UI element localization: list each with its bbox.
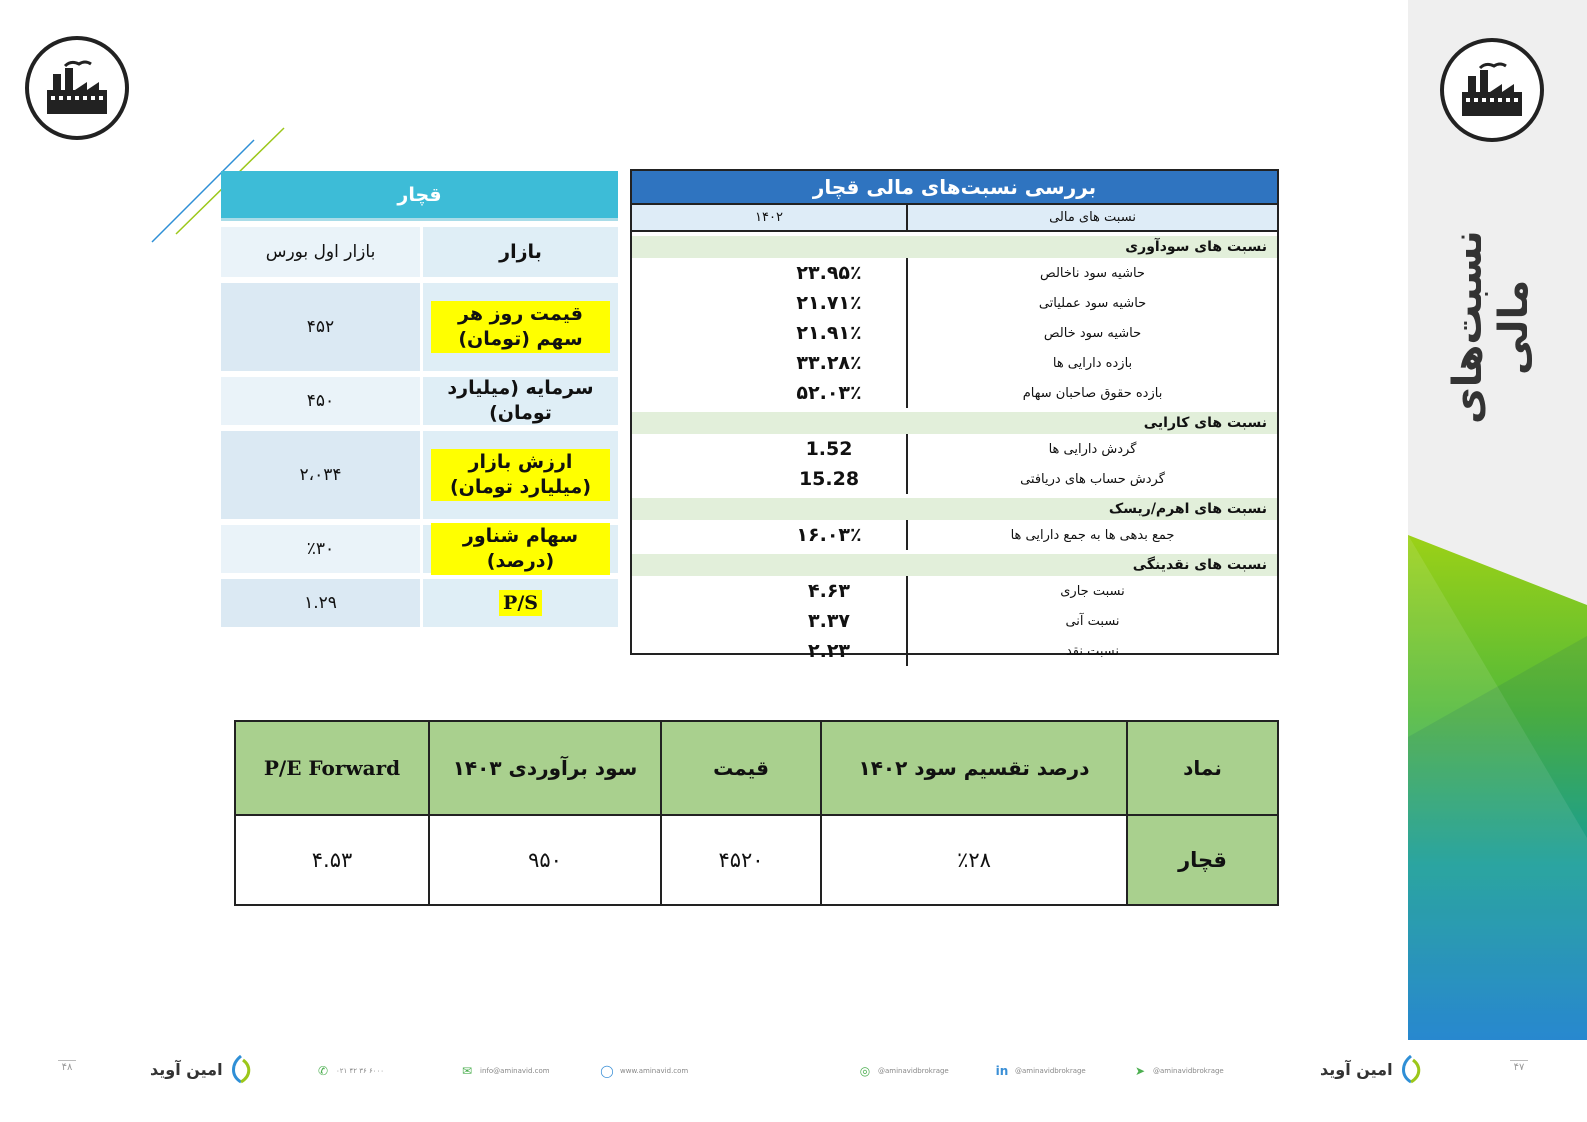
ratio-row: [632, 378, 1277, 408]
header-dividend: درصد تقسیم سود ۱۴۰۲: [821, 721, 1127, 815]
row-value: ۴۵۰: [221, 377, 420, 425]
row-value: ۱.۲۹: [221, 579, 420, 627]
linkedin-icon: in: [995, 1064, 1009, 1078]
cell-estimated-profit: ۹۵۰: [429, 815, 661, 905]
brand-mark-icon: [1399, 1054, 1423, 1084]
ratio-value: 15.28: [798, 468, 860, 490]
cell-symbol: قچار: [1127, 815, 1278, 905]
cell-price: ۴۵۲۰: [661, 815, 821, 905]
table-row: [221, 519, 618, 573]
brand-logo-right: [1320, 1054, 1423, 1084]
mail-icon: ✉: [461, 1064, 473, 1078]
header-price: قیمت: [661, 721, 821, 815]
footer-phone[interactable]: ✆ ۰۲۱ ۴۲ ۳۶ ۶۰۰۰: [317, 1064, 385, 1078]
footer-email[interactable]: ✉ info@aminavid.com: [461, 1064, 550, 1078]
forward-pe-table: [234, 720, 1279, 906]
header-estimated-profit: سود برآوردی ۱۴۰۳: [429, 721, 661, 815]
ratio-row: [632, 520, 1277, 550]
col-year-header: ۱۴۰۲: [755, 210, 783, 225]
ratio-value: ۲۱.۷۱٪: [796, 292, 862, 314]
mouse-icon: ◯: [600, 1064, 614, 1078]
ratio-value: 1.52: [805, 438, 853, 460]
table-row: [221, 371, 618, 425]
factory-logo-right: [1440, 38, 1544, 142]
ratio-name: حاشیه سود خالص: [906, 318, 1277, 348]
ratio-row: [632, 636, 1277, 666]
header-symbol: نماد: [1127, 721, 1278, 815]
factory-logo-left: [25, 36, 129, 140]
table-row: [221, 221, 618, 277]
table-row: [221, 277, 618, 371]
side-gradient-band: [1408, 535, 1587, 1040]
ratio-row: [632, 464, 1277, 494]
brand-logo-left: [150, 1054, 253, 1084]
ratio-row: [632, 318, 1277, 348]
ratio-row: [632, 348, 1277, 378]
footer-website[interactable]: ◯ www.aminavid.com: [600, 1064, 689, 1078]
ratio-name: حاشیه سود ناخالص: [906, 258, 1277, 288]
financial-ratios-table: [630, 169, 1279, 662]
table-header-row: [235, 721, 1278, 815]
ratio-name: جمع بدهی ها به جمع دارایی ها: [906, 520, 1277, 550]
cell-dividend: ٪۲۸: [821, 815, 1127, 905]
factory-icon: [1462, 62, 1522, 118]
row-label: ارزش بازار (میلیارد تومان): [420, 431, 618, 519]
table-row: [221, 425, 618, 519]
ratio-name: نسبت جاری: [906, 576, 1277, 606]
page-number-left: ۴۸: [58, 1060, 76, 1073]
row-value: ٪۳۰: [221, 525, 420, 573]
telegram-icon: ➤: [1134, 1064, 1146, 1078]
brand-mark-icon: [229, 1054, 253, 1084]
ratio-name: بازده دارایی ها: [906, 348, 1277, 378]
brand-name: امین آوید: [1320, 1059, 1393, 1079]
section-heading: نسبت های نقدینگی: [632, 554, 1277, 576]
stock-info-header: قچار: [221, 171, 618, 221]
section-heading: نسبت های سودآوری: [632, 236, 1277, 258]
ratio-row: [632, 606, 1277, 636]
instagram-icon: ◎: [859, 1064, 871, 1078]
ratio-value: ۳.۳۷: [808, 610, 851, 632]
ratio-row: [632, 288, 1277, 318]
factory-icon: [47, 60, 107, 116]
row-label: بازار: [420, 227, 618, 277]
ratio-value: ۴.۶۳: [808, 580, 851, 602]
ratio-row: [632, 258, 1277, 288]
row-label: P/S: [420, 579, 618, 627]
col-name-header: نسبت های مالی: [906, 205, 1277, 230]
section-title: نسبت‌های مالی: [1445, 230, 1537, 425]
section-heading: نسبت های کارایی: [632, 412, 1277, 434]
brand-name: امین آوید: [150, 1059, 223, 1079]
row-label: سرمایه (میلیارد تومان): [420, 377, 618, 425]
table-row: [221, 573, 618, 627]
table-row: [235, 815, 1278, 905]
footer-telegram[interactable]: ➤ @aminavidbrokrage: [1134, 1064, 1224, 1078]
phone-icon: ✆: [317, 1064, 329, 1078]
row-label: سهام شناور (درصد): [420, 525, 618, 573]
ratio-row: [632, 434, 1277, 464]
ratio-value: ۳۳.۲۸٪: [796, 352, 862, 374]
ratio-value: ۲۳.۹۵٪: [796, 262, 862, 284]
ratio-name: گردش حساب های دریافتی: [906, 464, 1277, 494]
footer-instagram[interactable]: ◎ @aminavidbrokrage: [859, 1064, 949, 1078]
ratio-value: ۵۲.۰۳٪: [796, 382, 862, 404]
ratio-name: نسبت نقد: [906, 636, 1277, 666]
ratio-value: ۲۱.۹۱٪: [796, 322, 862, 344]
page-footer: [0, 1050, 1587, 1090]
header-pe-forward: P/E Forward: [235, 721, 429, 815]
ratios-title: بررسی نسبت‌های مالی قچار: [632, 171, 1277, 205]
row-value: بازار اول بورس: [221, 227, 420, 277]
section-heading: نسبت های اهرم/ریسک: [632, 498, 1277, 520]
ratios-body: [632, 236, 1277, 666]
ratio-name: حاشیه سود عملیاتی: [906, 288, 1277, 318]
cell-pe-forward: ۴.۵۳: [235, 815, 429, 905]
ratio-value: ۲.۲۳: [808, 640, 851, 662]
ratio-row: [632, 576, 1277, 606]
row-value: ۲،۰۳۴: [221, 431, 420, 519]
ratio-value: ۱۶.۰۳٪: [796, 524, 862, 546]
row-label: قیمت روز هر سهم (تومان): [420, 283, 618, 371]
stock-info-table: [221, 171, 618, 627]
ratio-name: گردش دارایی ها: [906, 434, 1277, 464]
page-number-right: ۴۷: [1510, 1060, 1528, 1073]
row-value: ۴۵۲: [221, 283, 420, 371]
footer-linkedin[interactable]: in @aminavidbrokrage: [995, 1064, 1086, 1078]
ratio-name: نسبت آنی: [906, 606, 1277, 636]
ratios-column-header: [632, 205, 1277, 232]
ratio-name: بازده حقوق صاحبان سهام: [906, 378, 1277, 408]
